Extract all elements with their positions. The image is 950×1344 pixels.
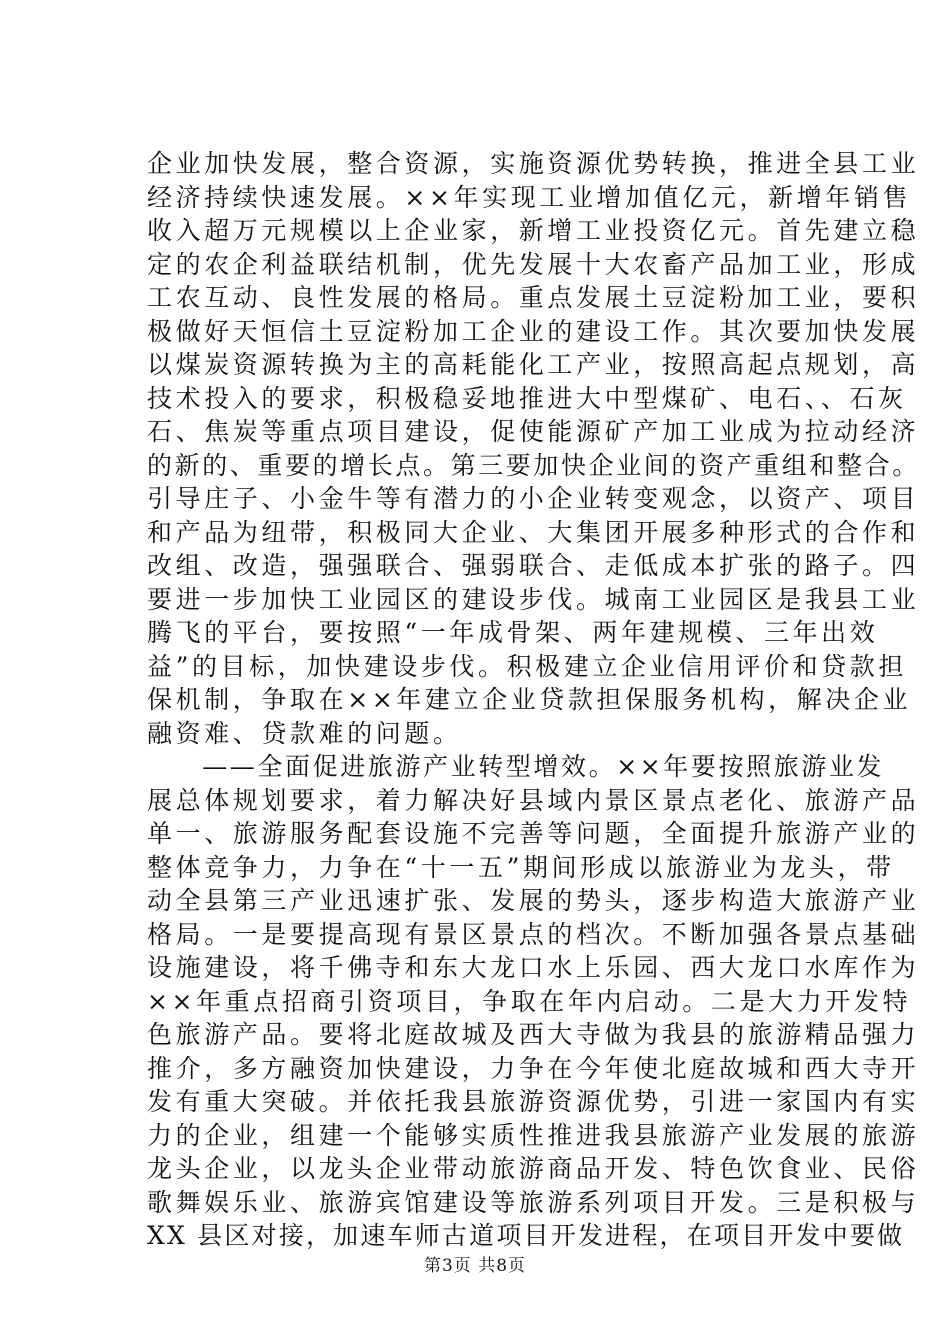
- text-line: 以煤炭资源转换为主的高耗能化工产业，按照高起点规划，高: [147, 350, 920, 379]
- text-line: 的新的、重要的增长点。第三要加快企业间的资产重组和整合。: [147, 450, 920, 480]
- text-line: 展总体规划要求，着力解决好县域内景区景点老化、旅游产品: [147, 785, 920, 815]
- text-line: 动全县第三产业迅速扩张、发展的势头，逐步构造大旅游产业: [147, 886, 920, 915]
- text-line: 融资难、贷款难的问题。: [147, 718, 462, 748]
- text-line: XX 县区对接，加速车师古道项目开发进程，在项目开发中要做: [147, 1221, 905, 1250]
- text-line: 经济持续快速发展。××年实现工业增加值亿元，新增年销售: [147, 182, 912, 212]
- text-line: 格局。一是要提高现有景区景点的档次。不断加强各景点基础: [147, 919, 920, 949]
- text-line: 发有重大突破。并依托我县旅游资源优势，引进一家国内有实: [147, 1087, 920, 1116]
- body-text: [147, 147, 920, 1253]
- text-line: 企业加快发展，整合资源，实施资源优势转换，推进全县工业: [147, 149, 920, 178]
- text-line: 工农互动、良性发展的格局。重点发展土豆淀粉加工业，要积: [147, 283, 920, 312]
- text-line: 保机制，争取在××年建立企业贷款担保服务机构，解决企业: [147, 685, 912, 714]
- text-line: 单一、旅游服务配套设施不完善等问题，全面提升旅游产业的: [147, 819, 920, 848]
- text-line: 定的农企利益联结机制，优先发展十大农畜产品加工业，形成: [147, 249, 920, 279]
- text-line: 整体竞争力，力争在“十一五”期间形成以旅游业为龙头，带: [147, 852, 895, 882]
- text-line: 和产品为纽带，积极同大企业、大集团开展多种形式的合作和: [147, 517, 920, 547]
- text-line: ——全面促进旅游产业转型增效。××年要按照旅游业发: [147, 752, 885, 781]
- text-line: 设施建设，将千佛寺和东大龙口水上乐园、西大龙口水库作为: [147, 953, 920, 982]
- text-line: 龙头企业，以龙头企业带动旅游商品开发、特色饮食业、民俗: [147, 1154, 920, 1183]
- text-line: 要进一步加快工业园区的建设步伐。城南工业园区是我县工业: [147, 584, 920, 614]
- text-line: ××年重点招商引资项目，争取在年内启动。二是大力开发特: [147, 986, 912, 1016]
- text-line: 技术投入的要求，积极稳妥地推进大中型煤矿、电石、、石灰: [147, 383, 907, 413]
- text-line: 石、焦炭等重点项目建设，促使能源矿产加工业成为拉动经济: [147, 417, 920, 446]
- text-line: 歌舞娱乐业、旅游宾馆建设等旅游系列项目开发。三是积极与: [147, 1187, 920, 1217]
- text-line: 腾飞的平台，要按照“一年成骨架、两年建规模、三年出效: [147, 618, 879, 647]
- text-line: 推介，多方融资加快建设，力争在今年使北庭故城和西大寺开: [147, 1053, 920, 1083]
- text-line: 力的企业，组建一个能够实质性推进我县旅游产业发展的旅游: [147, 1120, 920, 1150]
- page-number-footer: 第3页 共8页: [423, 1256, 527, 1276]
- text-line: 改组、改造，强强联合、强弱联合、走低成本扩张的路子。四: [147, 551, 920, 580]
- text-line: 色旅游产品。要将北庭故城及西大寺做为我县的旅游精品强力: [147, 1020, 920, 1049]
- text-line: 收入超万元规模以上企业家，新增工业投资亿元。首先建立稳: [147, 216, 920, 245]
- text-line: 引导庄子、小金牛等有潜力的小企业转变观念，以资产、项目: [147, 484, 920, 513]
- text-line: 极做好天恒信土豆淀粉加工企业的建设工作。其次要加快发展: [147, 316, 920, 346]
- text-line: 益”的目标，加快建设步伐。积极建立企业信用评价和贷款担: [147, 651, 907, 681]
